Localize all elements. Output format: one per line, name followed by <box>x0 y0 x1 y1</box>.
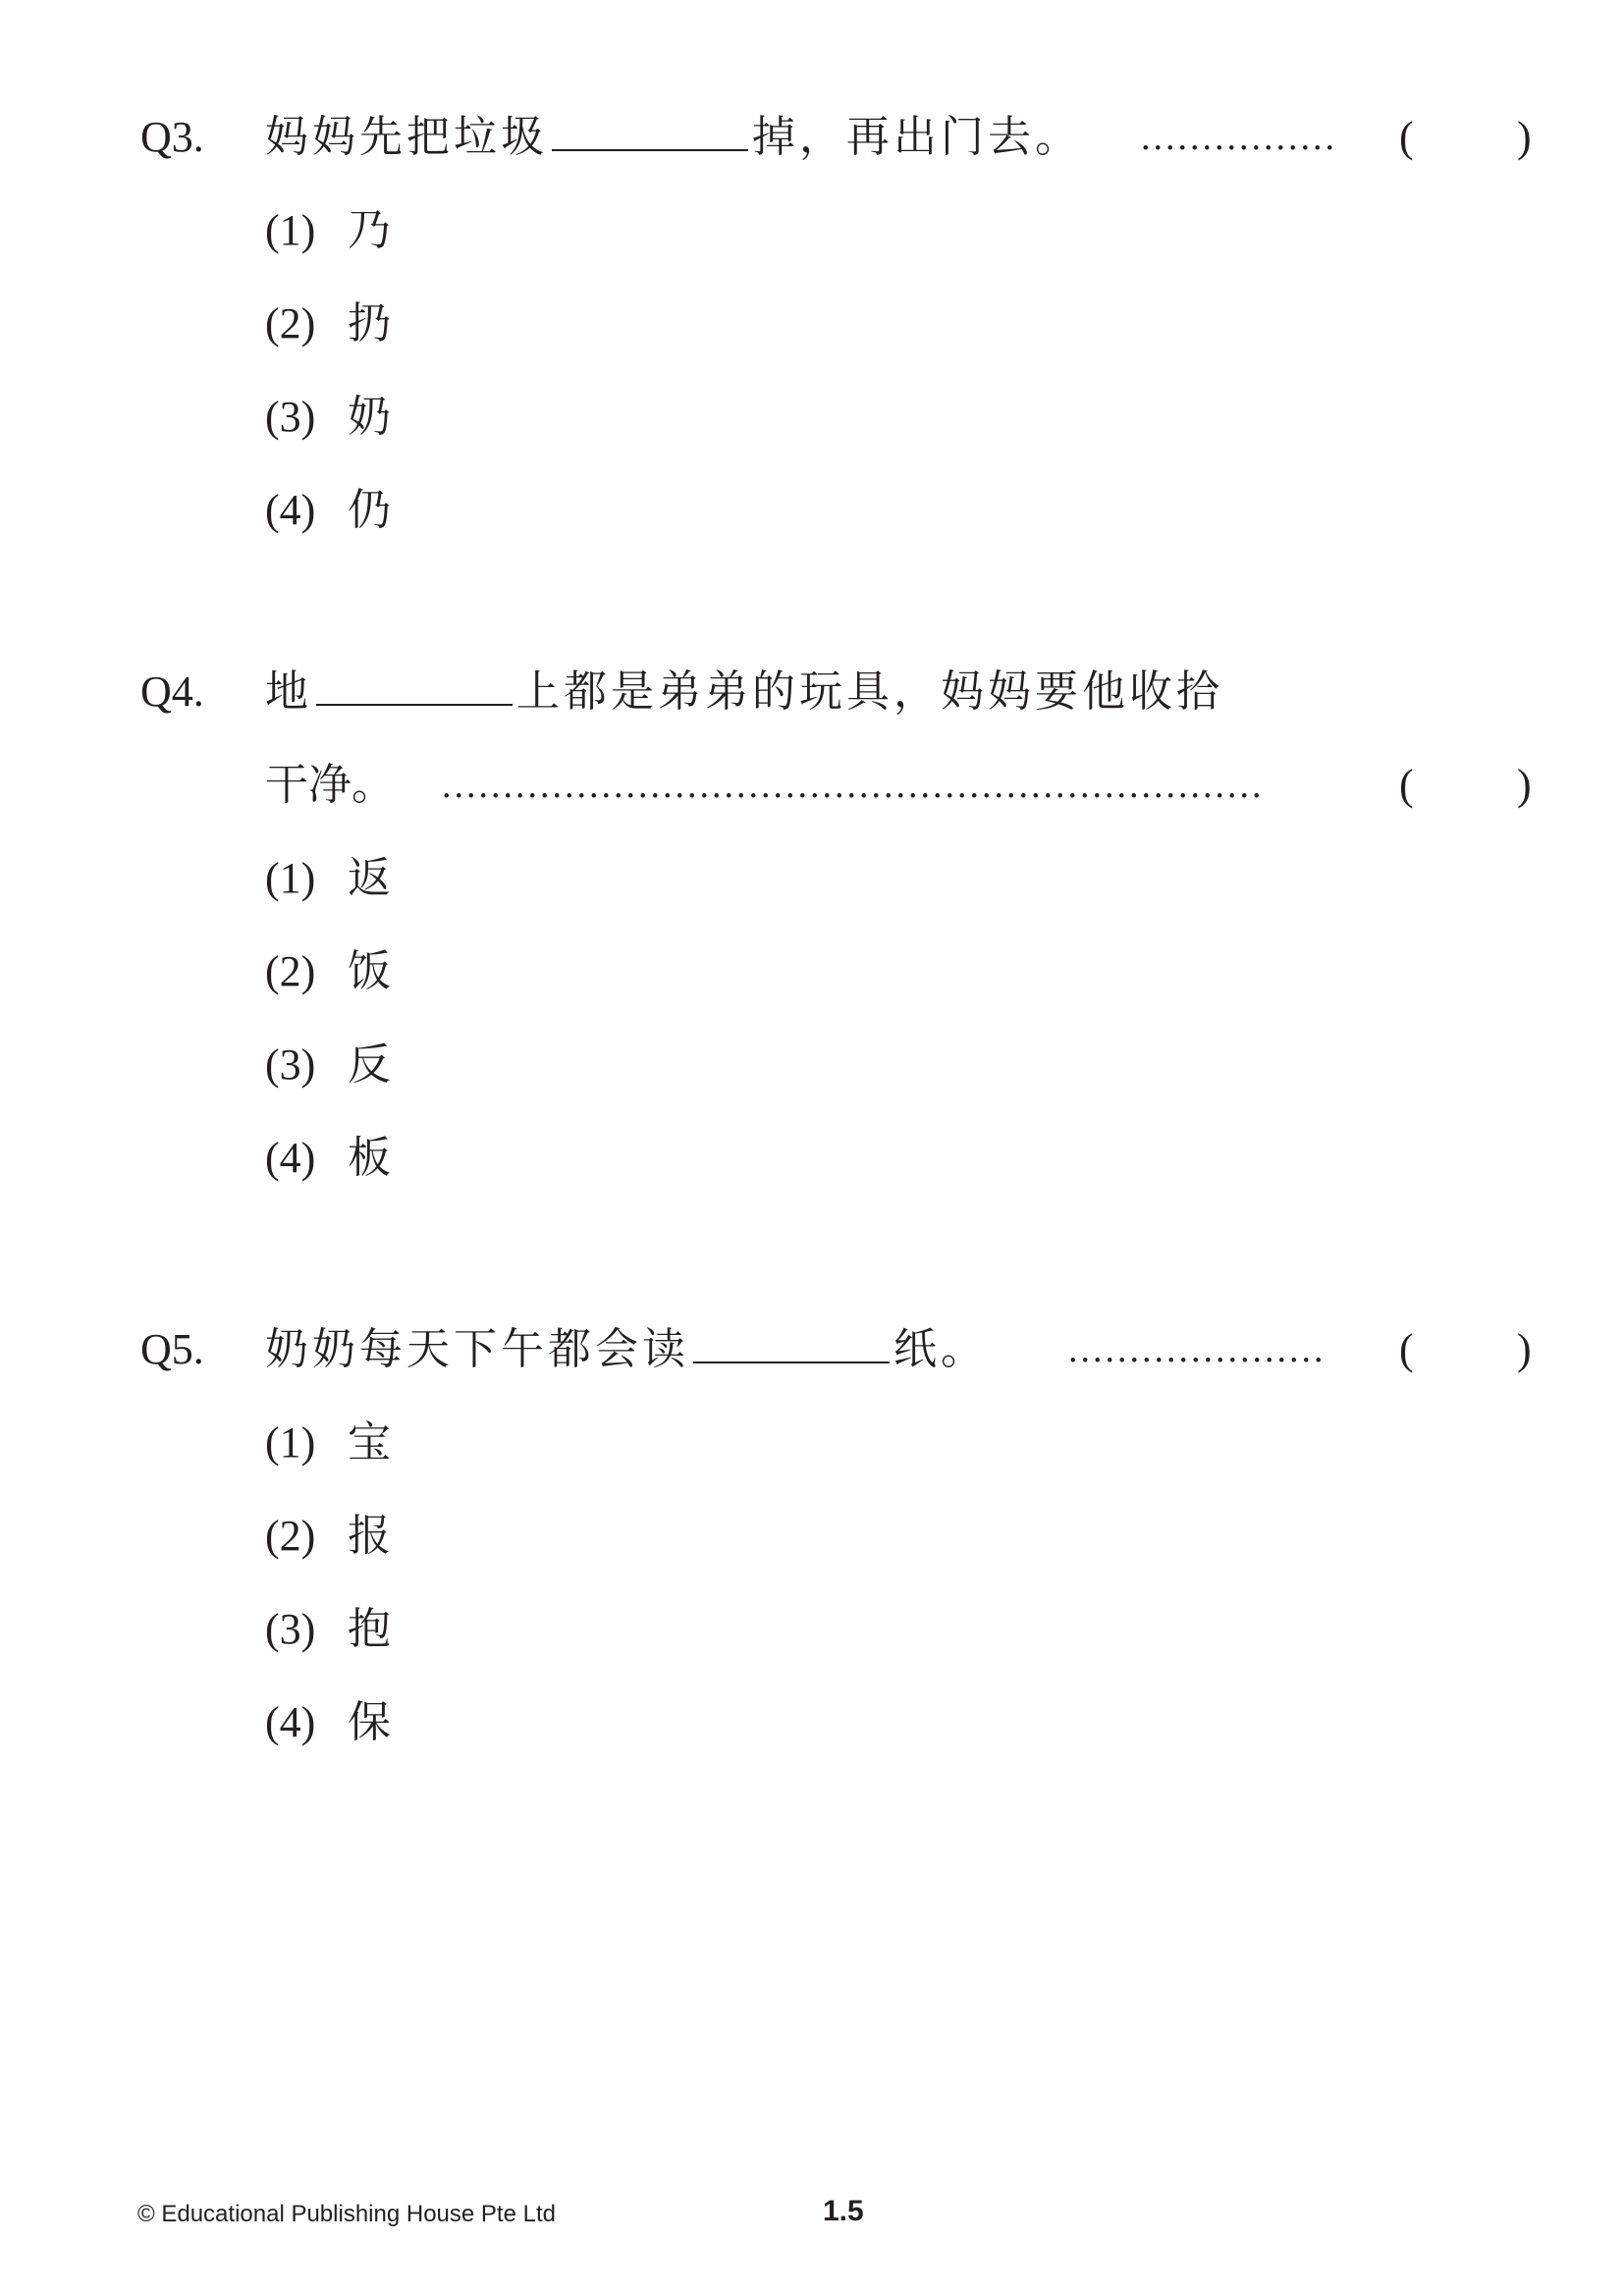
question-stem-line <box>0 1315 1624 1384</box>
stem-text-before: 妈妈先把垃圾 <box>265 112 548 162</box>
option-text: 保 <box>348 1697 391 1747</box>
option-number: (4) <box>265 1134 316 1182</box>
option-3[interactable] <box>265 383 391 452</box>
stem-text-after: 纸。 <box>893 1324 988 1374</box>
option-2[interactable] <box>265 290 391 358</box>
option-number: (4) <box>265 486 316 534</box>
answer-blank[interactable] <box>316 670 513 706</box>
option-2[interactable] <box>265 937 391 1006</box>
option-number: (3) <box>265 393 316 441</box>
option-text: 抱 <box>348 1604 391 1654</box>
answer-paren-open: ( <box>1399 1325 1414 1373</box>
option-4[interactable] <box>265 1124 391 1193</box>
answer-paren-close: ) <box>1517 113 1532 161</box>
option-1[interactable] <box>265 1409 391 1477</box>
option-number: (2) <box>265 1512 316 1560</box>
question-stem-line <box>0 103 1624 172</box>
answer-paren-open: ( <box>1399 113 1414 161</box>
option-text: 板 <box>348 1133 391 1183</box>
answer-paren-open: ( <box>1399 761 1414 809</box>
question-stem <box>265 103 1082 172</box>
option-text: 乃 <box>348 205 391 255</box>
option-text: 报 <box>348 1511 391 1561</box>
question-stem-line <box>0 658 1624 726</box>
option-number: (2) <box>265 299 316 347</box>
dot-leader: ................................................................... <box>442 765 1265 806</box>
answer-paren-close: ) <box>1517 1325 1532 1373</box>
option-text: 宝 <box>348 1417 391 1468</box>
page-number: 1.5 <box>823 2195 864 2227</box>
question-stem <box>265 658 1223 726</box>
option-4[interactable] <box>265 1688 391 1757</box>
answer-blank[interactable] <box>693 1328 890 1363</box>
stem-text-after: 掉，再出门去。 <box>752 112 1082 162</box>
copyright-notice: © Educational Publishing House Pte Ltd <box>137 2201 556 2227</box>
option-number: (3) <box>265 1605 316 1653</box>
option-text: 扔 <box>348 298 391 348</box>
option-1[interactable] <box>265 844 391 913</box>
option-text: 返 <box>348 853 391 903</box>
option-1[interactable] <box>265 196 391 265</box>
question-number: Q4. <box>140 667 204 716</box>
option-number: (1) <box>265 206 316 254</box>
option-text: 仍 <box>348 485 391 535</box>
option-number: (1) <box>265 854 316 902</box>
option-number: (3) <box>265 1041 316 1089</box>
option-text: 反 <box>348 1040 391 1090</box>
stem-text-after: 上都是弟弟的玩具，妈妈要他收拾 <box>516 667 1223 717</box>
option-2[interactable] <box>265 1502 391 1571</box>
dot-leader: ................ <box>1141 117 1337 158</box>
option-text: 饭 <box>348 946 391 996</box>
option-number: (1) <box>265 1418 316 1467</box>
option-number: (4) <box>265 1698 316 1746</box>
option-3[interactable] <box>265 1031 391 1099</box>
answer-paren-close: ) <box>1517 761 1532 809</box>
option-text: 奶 <box>348 392 391 442</box>
option-4[interactable] <box>265 476 391 545</box>
option-3[interactable] <box>265 1595 391 1664</box>
question-number: Q3. <box>140 113 204 161</box>
stem-text-before: 地 <box>265 667 312 717</box>
answer-blank[interactable] <box>552 116 748 151</box>
option-number: (2) <box>265 947 316 995</box>
question-stem <box>265 1315 988 1384</box>
question-number: Q5. <box>140 1325 204 1373</box>
question-stem-line-2 <box>0 751 1624 820</box>
stem-text-before: 奶奶每天下午都会读 <box>265 1324 689 1374</box>
dot-leader: ..................... <box>1068 1329 1326 1370</box>
stem-text-continued: 干净。 <box>265 760 395 810</box>
